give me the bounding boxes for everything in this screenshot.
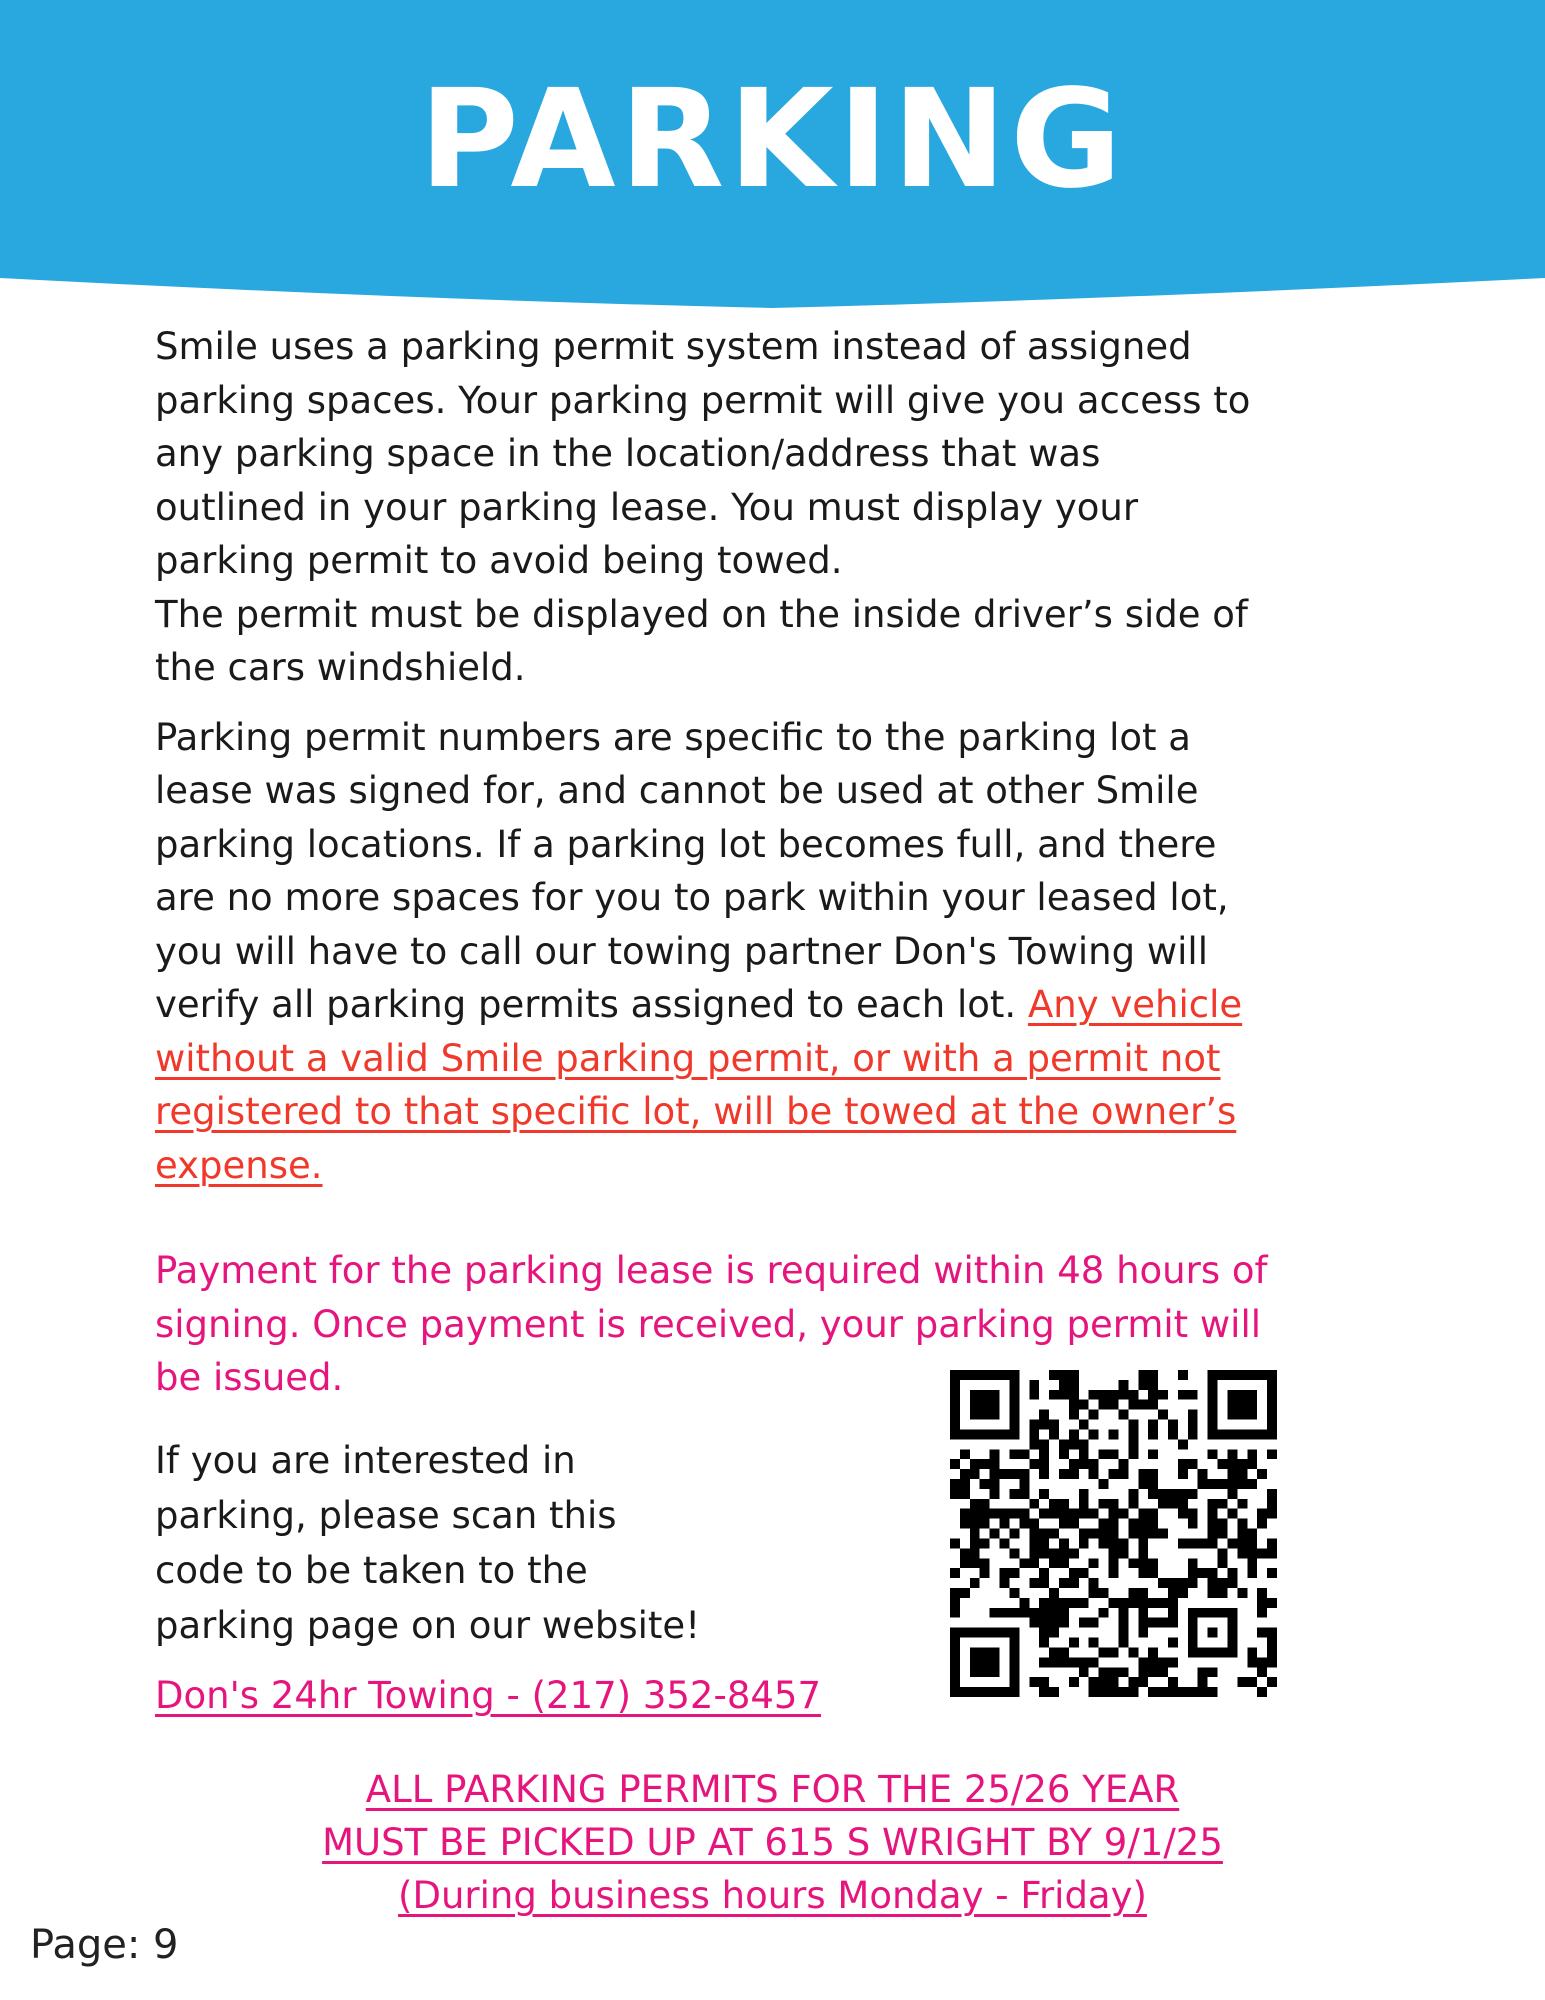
- interest-paragraph: If you are interested in parking, please scan this code to be taken to the parking page on our website!: [155, 1439, 701, 1647]
- towing-warning-link[interactable]: Any vehicle without a valid Smile parking permit, or with a permit not registered to that specific lot, will be towed at the owner’s expense.: [155, 983, 1243, 1187]
- qr-code-icon[interactable]: [950, 1370, 1277, 1697]
- notice-line[interactable]: MUST BE PICKED UP AT 615 S WRIGHT BY 9/1/25: [322, 1821, 1223, 1864]
- page-number: Page: 9: [30, 1922, 179, 1968]
- notice-line[interactable]: (During business hours Monday - Friday): [398, 1874, 1147, 1917]
- notice-line[interactable]: ALL PARKING PERMITS FOR THE 25/26 YEAR: [365, 1768, 1180, 1811]
- towing-phone-link[interactable]: Don's 24hr Towing - (217) 352-8457: [155, 1674, 821, 1717]
- permit-system-paragraph: Smile uses a parking permit system instead of assigned parking spaces. Your parking permit will give you access to any parking space in the location/address that was outlined in your parking lease. You must display your parking permit to avoid being towed. The permit must be displayed on the inside driver’s side of the cars windshield.: [155, 325, 1251, 689]
- page-title: PARKING: [419, 61, 1126, 219]
- pickup-notice: [0, 1763, 1545, 1922]
- permit-rules-paragraph: Parking permit numbers are specific to the parking lot a lease was signed for, and cannot be used at other Smile parking locations. If a parking lot becomes full, and there are no more spaces for you to park within your leased lot, you will have to call our towing partner Don's Towing will verify all parking permits assigned to each lot. Any vehicle without a valid Smile parking permit, or with a permit not registered to that specific lot, will be towed at the owner’s expense.: [155, 715, 1243, 1187]
- main-content: [155, 320, 1400, 1405]
- payment-paragraph: Payment for the parking lease is required within 48 hours of signing. Once payment is received, your parking permit will be issued.: [155, 1249, 1268, 1399]
- header-banner: [0, 0, 1545, 310]
